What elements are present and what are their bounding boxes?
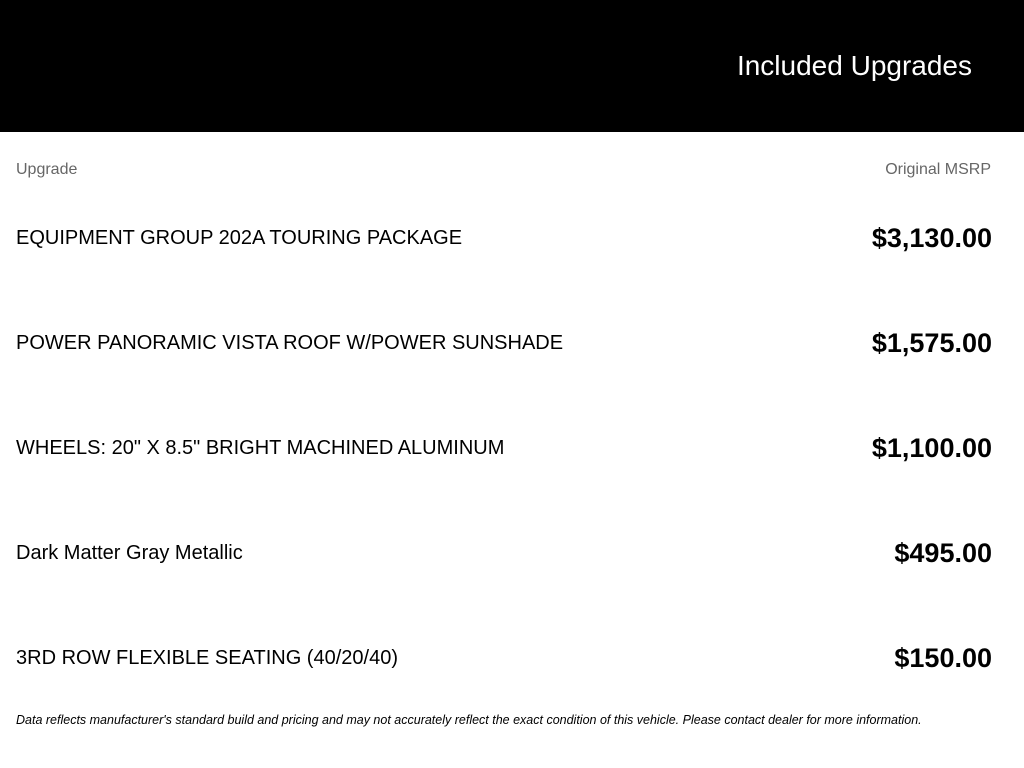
upgrade-name: POWER PANORAMIC VISTA ROOF W/POWER SUNSHADE: [16, 332, 564, 354]
disclaimer-text: Data reflects manufacturer's standard build and pricing and may not accurately reflect the exact condition of this vehicle. Please contact dealer for more information.: [16, 713, 922, 727]
header-bar: [0, 0, 1024, 132]
column-header-upgrade: Upgrade: [16, 161, 78, 178]
upgrade-name: Dark Matter Gray Metallic: [16, 542, 243, 564]
upgrade-name: WHEELS: 20" X 8.5" BRIGHT MACHINED ALUMINUM: [16, 437, 505, 459]
table-row: [0, 323, 1024, 363]
table-row: [0, 533, 1024, 573]
upgrade-price: $495.00: [894, 538, 992, 568]
upgrade-name: 3RD ROW FLEXIBLE SEATING (40/20/40): [16, 647, 398, 669]
page-title: Included Upgrades: [736, 50, 972, 81]
upgrade-price: $1,575.00: [871, 328, 992, 358]
table-row: [0, 428, 1024, 468]
upgrade-price: $1,100.00: [871, 433, 992, 463]
upgrade-price: $150.00: [894, 643, 992, 673]
upgrade-price: $3,130.00: [871, 223, 992, 253]
column-header-msrp: Original MSRP: [885, 161, 991, 178]
table-row: [0, 638, 1024, 678]
table-row: [0, 218, 1024, 258]
upgrade-name: EQUIPMENT GROUP 202A TOURING PACKAGE: [16, 227, 463, 249]
